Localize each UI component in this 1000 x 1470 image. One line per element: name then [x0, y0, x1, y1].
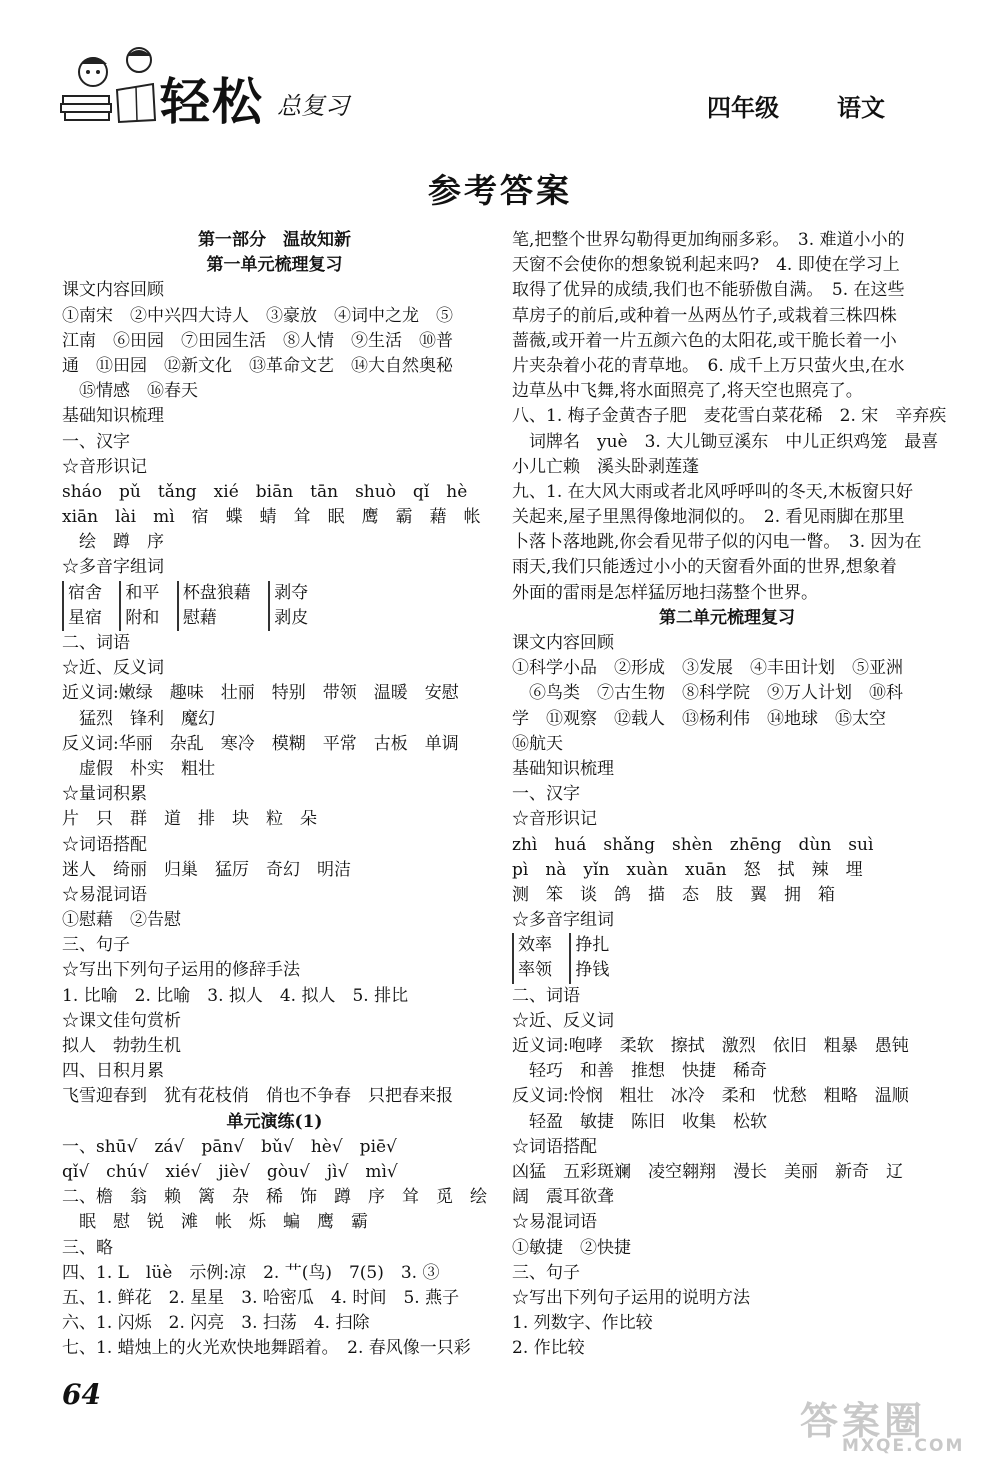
text-line: 2. 作比较: [512, 1338, 585, 1359]
left-column: [62, 228, 487, 1361]
text-line: ⑮情感 ⑯春天: [62, 381, 198, 402]
text-line: ①科学小品 ②形成 ③发展 ④丰田计划 ⑤亚洲: [512, 658, 903, 679]
text-line: 江南 ⑥田园 ⑦田园生活 ⑧人情 ⑨生活 ⑩普: [62, 330, 453, 351]
text-line: 测 笨 谈 鸽 描 态 肢 翼 拥 箱: [512, 884, 835, 905]
text-line: 八、1. 梅子金黄杏子肥 麦花雪白菜花稀 2. 宋 辛弃疾: [512, 406, 947, 427]
watermark-url: MXQE.COM: [842, 1436, 965, 1456]
text-line: ⑥鸟类 ⑦古生物 ⑧科学院 ⑨万人计划 ⑩科: [512, 683, 903, 704]
bracket-group: [268, 581, 308, 631]
brand-title: 轻松: [160, 73, 264, 131]
page-header: [55, 40, 945, 130]
text-line: ⑯航天: [512, 733, 563, 754]
text-line: 基础知识梳理: [512, 758, 614, 779]
text-line: 迷人 绮丽 归巢 猛厉 奇幻 明洁: [62, 859, 351, 880]
text-line: 笔,把整个世界勾勒得更加绚丽多彩。 3. 难道小小的: [512, 230, 905, 250]
bracket-group: [119, 581, 159, 631]
exercise-heading: 单元演练(1): [226, 1111, 323, 1132]
unit-heading: 第二单元梳理复习: [659, 607, 795, 628]
text-line: 飞雪迎春到 犹有花枝俏 俏也不争春 只把春来报: [62, 1086, 453, 1107]
text-line: 三、句子: [62, 935, 130, 956]
text-line: ☆近、反义词: [512, 1010, 614, 1031]
text-line: 一、汉字: [62, 431, 130, 452]
text-line: 边草丛中飞舞,将水面照亮了,将天空也照亮了。: [512, 381, 863, 402]
text-line: 三、略: [62, 1237, 113, 1258]
text-line: 蔷薇,或开着一片五颜六色的太阳花,或干脆长着一小: [512, 330, 897, 351]
text-line: ☆多音字组词: [62, 557, 164, 578]
text-line: 取得了优异的成绩,我们也不能骄傲自满。 5. 在这些: [512, 280, 905, 301]
text-line: 二、词语: [62, 633, 130, 654]
text-line: 天窗不会使你的想象锐利起来吗? 4. 即使在学习上: [512, 255, 900, 276]
text-line: ☆易混词语: [62, 884, 147, 905]
page-number: 64: [62, 1378, 101, 1411]
bracket-item: 慰藉: [177, 606, 251, 631]
text-line: 近义词:嫩绿 趣味 壮丽 特别 带领 温暖 安慰: [62, 683, 459, 704]
text-line: ①敏捷 ②快捷: [512, 1237, 631, 1258]
bracket-item: 和平: [119, 581, 159, 606]
text-line: 三、句子: [512, 1262, 580, 1283]
text-line: 课文内容回顾: [62, 280, 164, 301]
polyphone-brackets: [512, 933, 942, 983]
text-line: qǐ√ chú√ xié√ jiè√ gòu√ jì√ mì√: [62, 1161, 398, 1182]
text-line: 轻巧 和善 推想 快捷 稀奇: [512, 1061, 767, 1082]
text-line: 眠 慰 锐 滩 帐 烁 蝙 鹰 霸: [62, 1212, 368, 1233]
text-line: ☆词语搭配: [512, 1136, 597, 1157]
subject-label: 语文: [837, 94, 885, 122]
text-line: ☆近、反义词: [62, 658, 164, 679]
page-title: 参考答案: [428, 171, 572, 210]
text-line: ☆易混词语: [512, 1212, 597, 1233]
kids-reading-illustration-icon: [55, 40, 165, 130]
text-line: 二、檐 翁 赖 篱 杂 稀 饰 蹲 序 耸 觅 绘: [62, 1187, 487, 1208]
text-line: 反义词:怜悯 粗壮 冰冷 柔和 忧愁 粗略 温顺: [512, 1086, 909, 1107]
text-line: 四、日积月累: [62, 1061, 164, 1082]
text-line: 通 ⑪田园 ⑫新文化 ⑬革命文艺 ⑭大自然奥秘: [62, 355, 453, 376]
bracket-item: 剥皮: [268, 606, 308, 631]
text-line: 七、1. 蜡烛上的火光欢快地舞蹈着。 2. 春风像一只彩: [62, 1338, 471, 1359]
pinyin-line: zhì huá shǎng shèn zhēng dùn suì: [512, 834, 874, 855]
text-line: ☆音形识记: [62, 456, 147, 477]
text-line: ☆音形识记: [512, 809, 597, 830]
brand-subtitle: 总复习: [277, 92, 349, 120]
bracket-item: 附和: [119, 606, 159, 631]
text-line: 拟人 勃勃生机: [62, 1036, 181, 1057]
right-column: [512, 228, 947, 1361]
text-line: 六、1. 闪烁 2. 闪亮 3. 扫荡 4. 扫除: [62, 1313, 370, 1334]
bracket-item: 星宿: [62, 606, 102, 631]
watermark-main: 答案圈: [800, 1399, 927, 1443]
text-line: 草房子的前后,或种着一丛两丛竹子,或栽着三株四株: [512, 305, 897, 326]
bracket-item: 杯盘狼藉: [177, 581, 251, 606]
bracket-group: [177, 581, 251, 631]
bracket-item: 挣扎: [569, 933, 609, 958]
text-line: 二、词语: [512, 985, 580, 1006]
text-line: 片夹杂着小花的青草地。 6. 成千上万只萤火虫,在水: [512, 355, 905, 376]
text-line: 阔 震耳欲聋: [512, 1187, 614, 1208]
text-line: 近义词:咆哮 柔软 擦拭 激烈 依旧 粗暴 愚钝: [512, 1036, 909, 1057]
text-line: 关起来,屋子里黑得像地洞似的。 2. 看见雨脚在那里: [512, 507, 905, 528]
text-line: 绘 蹲 序: [62, 532, 164, 553]
pinyin-line: pì nà yǐn xuàn xuān 怒 拭 辣 埋: [512, 859, 863, 880]
text-line: 反义词:华丽 杂乱 寒冷 模糊 平常 古板 单调: [62, 733, 459, 754]
text-line: 凶猛 五彩斑斓 凌空翱翔 漫长 美丽 新奇 辽: [512, 1161, 903, 1182]
bracket-group: [569, 933, 609, 983]
text-line: 片 只 群 道 排 块 粒 朵: [62, 809, 317, 830]
bracket-item: 挣钱: [569, 958, 609, 983]
polyphone-brackets: [62, 581, 487, 631]
text-line: ☆写出下列句子运用的说明方法: [512, 1287, 750, 1308]
text-line: ☆量词积累: [62, 784, 147, 805]
bracket-item: 剥夺: [268, 581, 308, 606]
text-line: 九、1. 在大风大雨或者北风呼呼叫的冬天,木板窗只好: [512, 481, 914, 502]
text-line: 轻盈 敏捷 陈旧 收集 松软: [512, 1111, 767, 1132]
bracket-group: [62, 581, 102, 631]
text-line: 1. 列数字、作比较: [512, 1313, 653, 1334]
pinyin-line: xiān lài mì 宿 蝶 蜻 耸 眠 鹰 霸 藉 帐: [62, 507, 481, 528]
text-line: 学 ⑪观察 ⑫载人 ⑬杨利伟 ⑭地球 ⑮太空: [512, 708, 886, 729]
text-line: 一、汉字: [512, 784, 580, 805]
text-line: ☆课文佳句赏析: [62, 1010, 181, 1031]
text-line: ①慰藉 ②告慰: [62, 910, 181, 931]
text-line: 外面的雷雨是怎样猛厉地扫荡整个世界。: [512, 582, 818, 603]
grade-label: 四年级: [707, 94, 779, 122]
unit-heading: 第一单元梳理复习: [206, 255, 343, 276]
text-line: ☆词语搭配: [62, 834, 147, 855]
text-line: 猛烈 锋利 魔幻: [62, 708, 215, 729]
text-line: 虚假 朴实 粗壮: [62, 758, 215, 779]
text-line: ☆写出下列句子运用的修辞手法: [62, 960, 300, 981]
text-line: ①南宋 ②中兴四大诗人 ③豪放 ④词中之龙 ⑤: [62, 305, 453, 326]
text-line: ☆多音字组词: [512, 910, 614, 931]
text-line: 卜落卜落地跳,你会看见带子似的闪电一瞥。 3. 因为在: [512, 532, 922, 553]
text-line: 四、1. L lüè 示例:凉 2. 艹(鸟) 7(5) 3. ③: [62, 1262, 440, 1283]
bracket-item: 效率: [512, 933, 552, 958]
bracket-item: 率领: [512, 958, 552, 983]
text-line: 小儿亡赖 溪头卧剥莲蓬: [512, 456, 699, 477]
part-heading: 第一部分 温故知新: [198, 230, 351, 250]
text-line: 一、shū√ zá√ pān√ bǔ√ hè√ piē√: [62, 1136, 397, 1157]
text-line: 1. 比喻 2. 比喻 3. 拟人 4. 拟人 5. 排比: [62, 985, 409, 1006]
pinyin-line: sháo pǔ tǎng xié biān tān shuò qǐ hè: [62, 481, 468, 502]
text-line: 基础知识梳理: [62, 406, 164, 427]
text-line: 五、1. 鲜花 2. 星星 3. 哈密瓜 4. 时间 5. 燕子: [62, 1287, 460, 1308]
bracket-item: 宿舍: [62, 581, 102, 606]
bracket-group: [512, 933, 552, 983]
watermark: [800, 1390, 970, 1462]
text-line: 雨天,我们只能透过小小的天窗看外面的世界,想象着: [512, 557, 897, 578]
text-line: 课文内容回顾: [512, 633, 614, 653]
text-line: 词牌名 yuè 3. 大儿锄豆溪东 中儿正织鸡笼 最喜: [512, 431, 939, 452]
